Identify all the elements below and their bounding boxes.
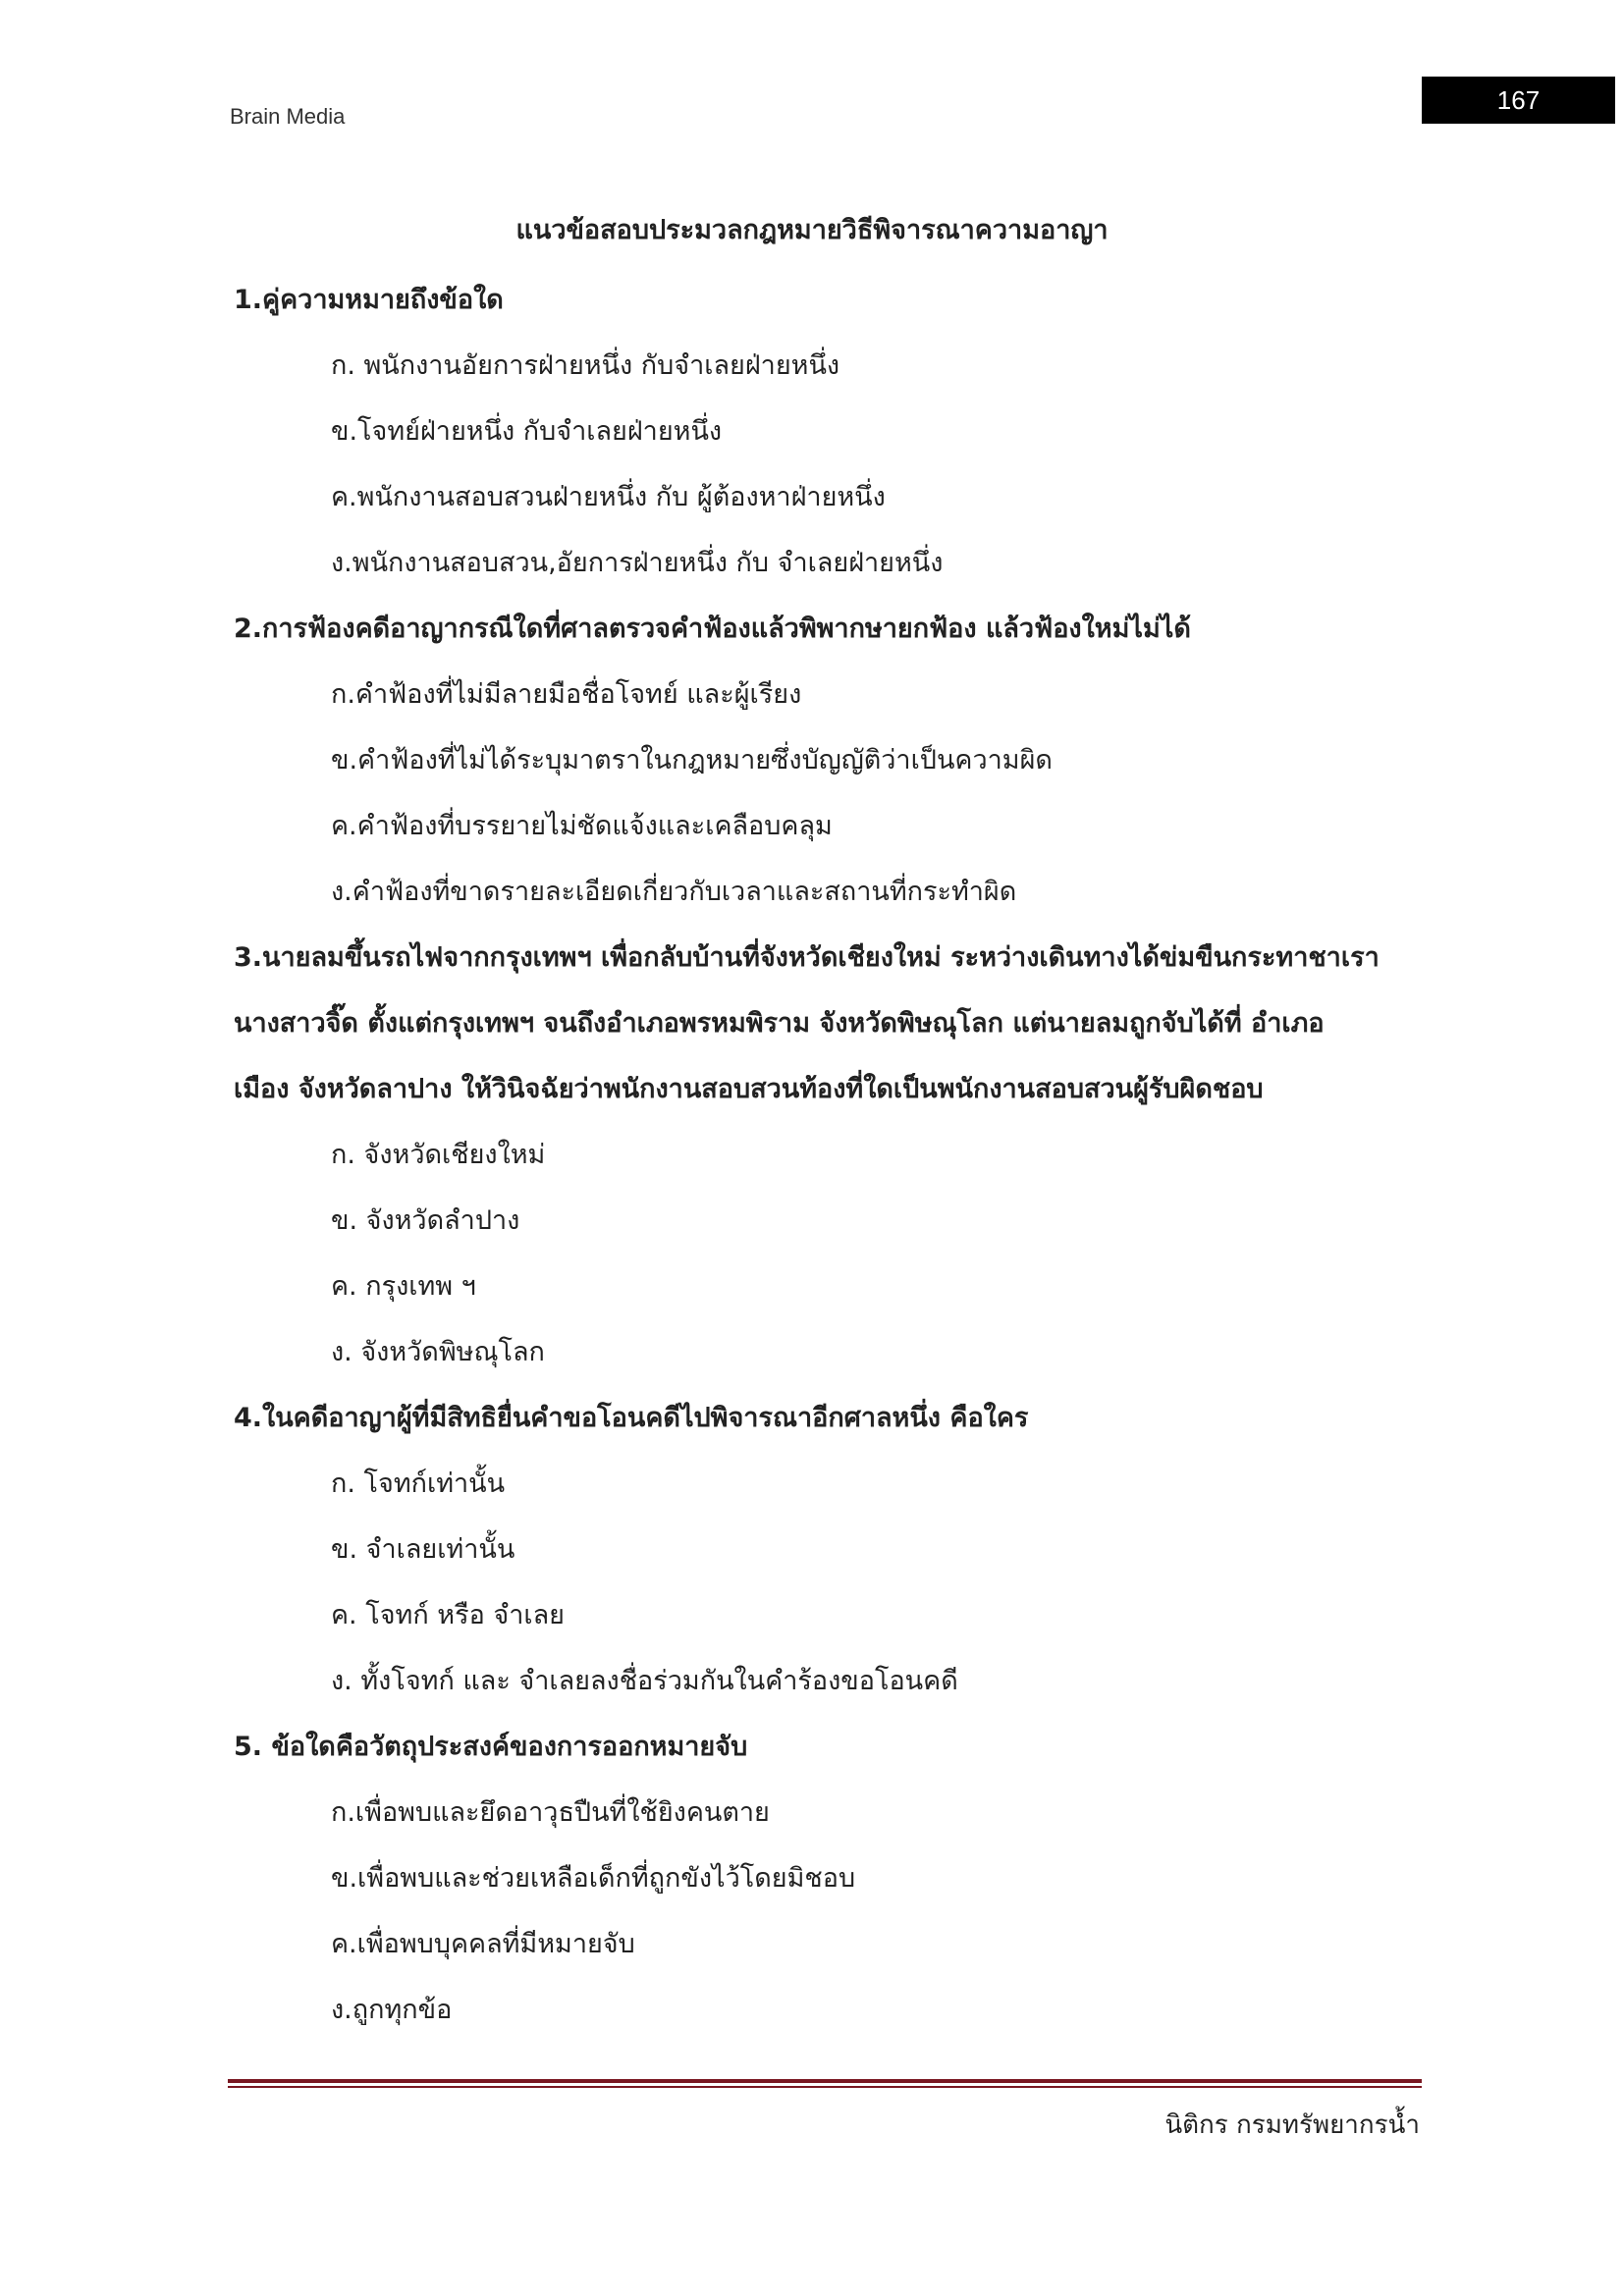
question-3-line-3: เมือง จังหวัดลาปาง ให้วินิจฉัยว่าพนักงานสอบสวนท้องที่ใดเป็นพนักงานสอบสวนผู้รับผิดชอบ xyxy=(234,1074,1264,1104)
footer-divider-thin xyxy=(228,2086,1422,2088)
question-4-option-a: ก. โจทก์เท่านั้น xyxy=(331,1468,506,1499)
question-3-line-2: นางสาวจิ๊ด ตั้งแต่กรุงเทพฯ จนถึงอำเภอพรหมพิราม จังหวัดพิษณุโลก แต่นายลมถูกจับได้ที่ อำเภอ xyxy=(234,1008,1325,1039)
question-1-option-a: ก. พนักงานอัยการฝ่ายหนึ่ง กับจำเลยฝ่ายหนึ่ง xyxy=(331,350,840,381)
question-3-option-d: ง. จังหวัดพิษณุโลก xyxy=(331,1337,545,1367)
question-2-option-d: ง.คำฟ้องที่ขาดรายละเอียดเกี่ยวกับเวลาและสถานที่กระทำผิด xyxy=(331,877,1017,907)
page-number-badge: 167 xyxy=(1422,77,1615,124)
question-3-line-1: 3.นายลมขึ้นรถไฟจากกรุงเทพฯ เพื่อกลับบ้านที่จังหวัดเชียงใหม่ ระหว่างเดินทางได้ข่มขืนกระทาชาเรา xyxy=(234,942,1380,973)
brand-name: Brain Media xyxy=(230,104,346,129)
question-4-option-b: ข. จำเลยเท่านั้น xyxy=(331,1534,515,1565)
question-4-option-d: ง. ทั้งโจทก์ และ จำเลยลงชื่อร่วมกันในคำร้องขอโอนคดี xyxy=(331,1666,958,1696)
question-5-option-d: ง.ถูกทุกข้อ xyxy=(331,1995,453,2025)
question-5-option-c: ค.เพื่อพบบุคคลที่มีหมายจับ xyxy=(331,1929,635,1959)
question-1-option-c: ค.พนักงานสอบสวนฝ่ายหนึ่ง กับ ผู้ต้องหาฝ่ายหนึ่ง xyxy=(331,482,886,512)
question-5-option-b: ข.เพื่อพบและช่วยเหลือเด็กที่ถูกขังไว้โดยมิชอบ xyxy=(331,1863,856,1894)
document-title: แนวข้อสอบประมวลกฎหมายวิธีพิจารณาความอาญา xyxy=(515,215,1109,245)
question-2: 2.การฟ้องคดีอาญากรณีใดที่ศาลตรวจคำฟ้องแล้วพิพากษายกฟ้อง แล้วฟ้องใหม่ไม่ได้ xyxy=(234,614,1191,644)
question-5: 5. ข้อใดคือวัตถุประสงค์ของการออกหมายจับ xyxy=(234,1732,748,1762)
question-4-option-c: ค. โจทก์ หรือ จำเลย xyxy=(331,1600,565,1630)
question-5-option-a: ก.เพื่อพบและยึดอาวุธปืนที่ใช้ยิงคนตาย xyxy=(331,1797,770,1828)
question-1-option-d: ง.พนักงานสอบสวน,อัยการฝ่ายหนึ่ง กับ จำเลยฝ่ายหนึ่ง xyxy=(331,548,944,578)
question-3-option-a: ก. จังหวัดเชียงใหม่ xyxy=(331,1140,546,1170)
question-2-option-c: ค.คำฟ้องที่บรรยายไม่ชัดแจ้งและเคลือบคลุม xyxy=(331,811,833,841)
question-list xyxy=(234,267,1432,2043)
question-3-option-b: ข. จังหวัดลำปาง xyxy=(331,1205,520,1236)
question-1: 1.คู่ความหมายถึงข้อใด xyxy=(234,285,504,315)
footer-divider xyxy=(228,2079,1422,2088)
question-1-option-b: ข.โจทย์ฝ่ายหนึ่ง กับจำเลยฝ่ายหนึ่ง xyxy=(331,416,723,447)
question-4: 4.ในคดีอาญาผู้ที่มีสิทธิยื่นคำขอโอนคดีไปพิจารณาอีกศาลหนึ่ง คือใคร xyxy=(234,1403,1029,1433)
question-3-option-c: ค. กรุงเทพ ฯ xyxy=(331,1271,476,1302)
question-2-option-a: ก.คำฟ้องที่ไม่มีลายมือชื่อโจทย์ และผู้เรียง xyxy=(331,679,802,710)
question-2-option-b: ข.คำฟ้องที่ไม่ได้ระบุมาตราในกฎหมายซึ่งบัญญัติว่าเป็นความผิด xyxy=(331,745,1053,775)
footer-author: นิติกร กรมทรัพยากรน้ำ xyxy=(1164,2110,1420,2140)
